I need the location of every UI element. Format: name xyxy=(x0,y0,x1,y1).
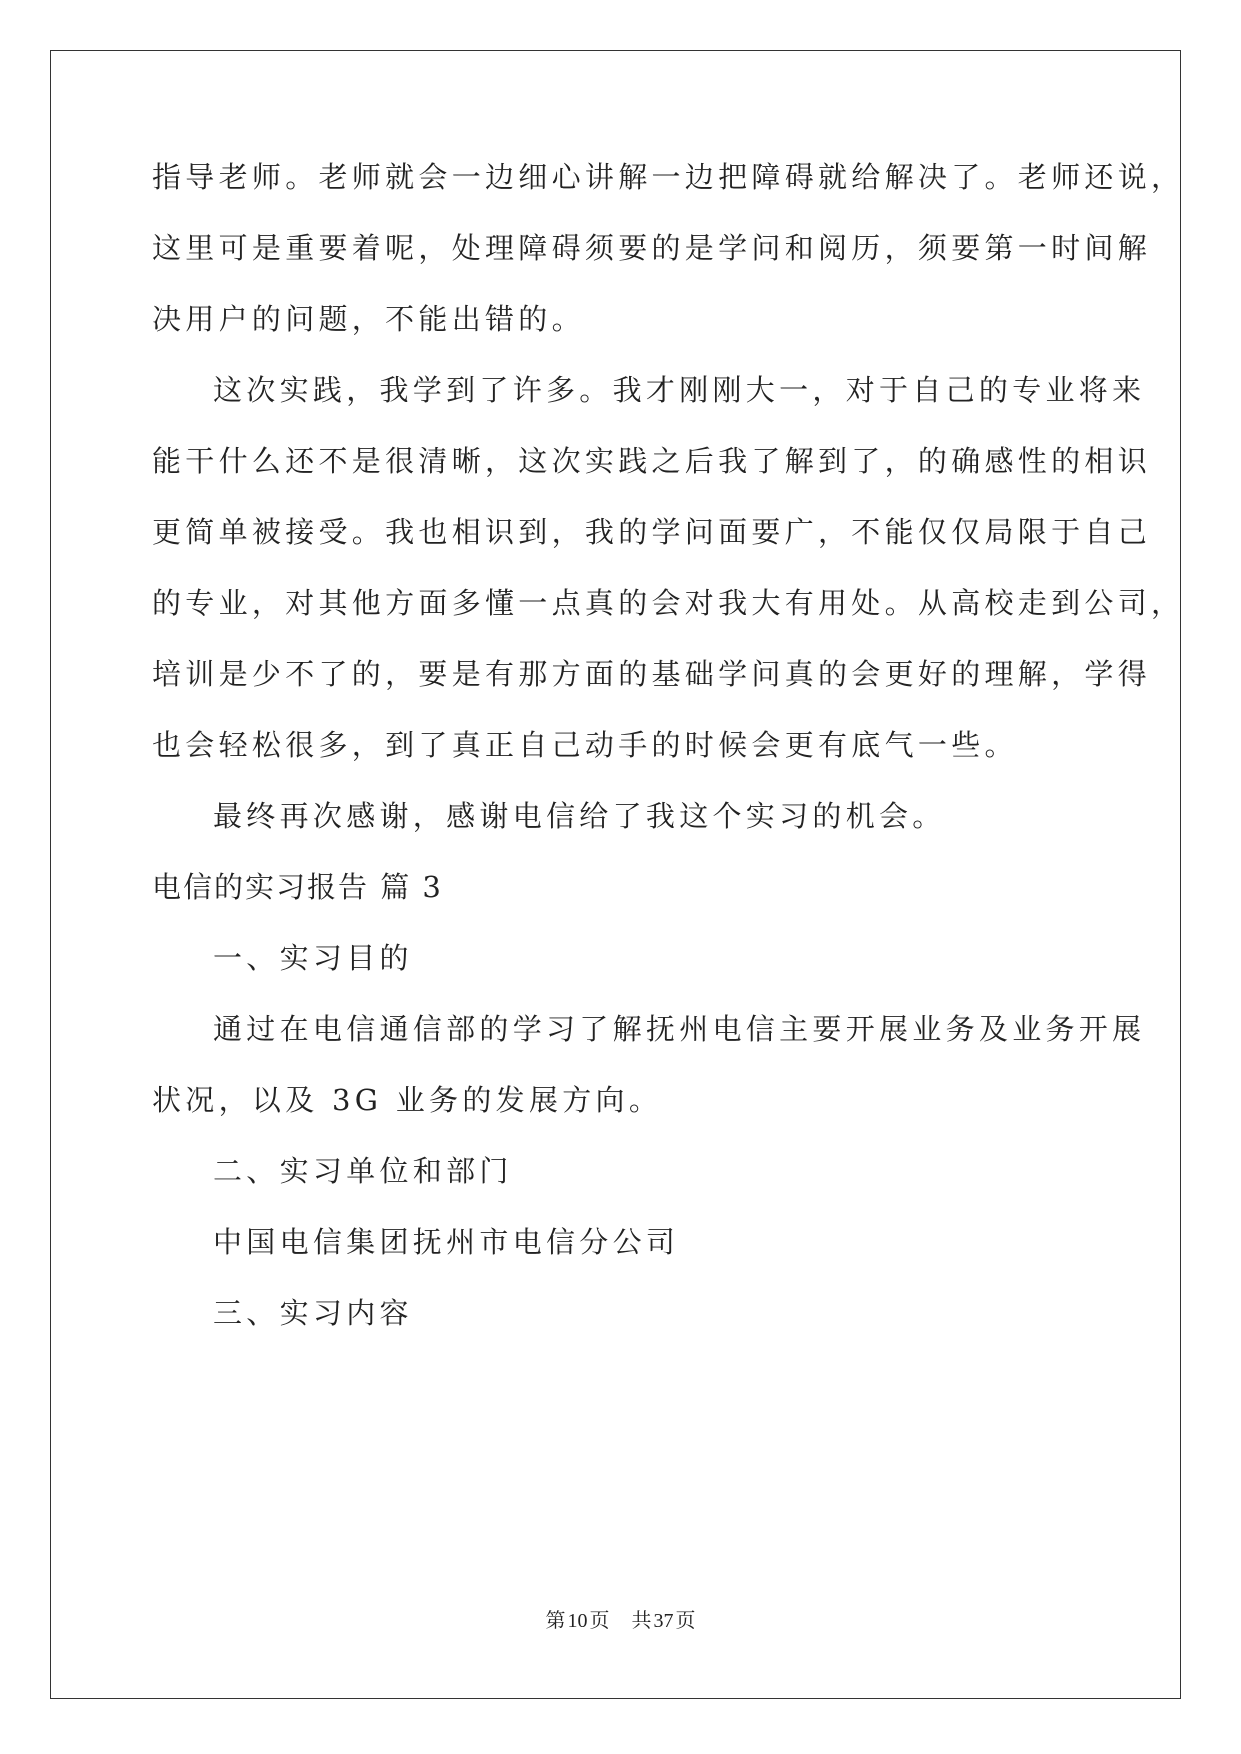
body-line-2: 这里可是重要着呢，处理障碍须要的是学问和阅历，须要第一时间解 xyxy=(152,231,1152,265)
page-footer xyxy=(0,1606,1241,1635)
heading-unit: 二、实习单位和部门 xyxy=(213,1154,513,1188)
body-line-14: 状况，以及 3G 业务的发展方向。 xyxy=(152,1083,663,1117)
footer-page-suffix: 页 xyxy=(589,1608,610,1632)
body-line-8: 培训是少不了的，要是有那方面的基础学问真的会更好的理解，学得 xyxy=(152,657,1152,691)
body-line-10: 最终再次感谢，感谢电信给了我这个实习的机会。 xyxy=(213,799,946,833)
body-line-4: 这次实践，我学到了许多。我才刚刚大一，对于自己的专业将来 xyxy=(213,373,1146,407)
body-line-6: 更简单被接受。我也相识到，我的学问面要广，不能仅仅局限于自己 xyxy=(152,515,1152,549)
section-heading: 电信的实习报告 篇 3 xyxy=(152,870,443,904)
body-line-16: 中国电信集团抚州市电信分公司 xyxy=(213,1225,680,1259)
body-line-7: 的专业，对其他方面多懂一点真的会对我大有用处。从高校走到公司， xyxy=(152,586,1185,620)
heading-purpose: 一、实习目的 xyxy=(213,941,413,975)
footer-page-number: 10 xyxy=(567,1610,588,1632)
heading-content: 三、实习内容 xyxy=(213,1296,413,1330)
body-line-3: 决用户的问题，不能出错的。 xyxy=(152,302,585,336)
body-line-1: 指导老师。老师就会一边细心讲解一边把障碍就给解决了。老师还说， xyxy=(152,160,1185,194)
footer-total-pages: 37 xyxy=(653,1610,674,1632)
footer-total-prefix: 共 xyxy=(631,1608,652,1632)
body-line-9: 也会轻松很多，到了真正自己动手的时候会更有底气一些。 xyxy=(152,728,1018,762)
body-line-5: 能干什么还不是很清晰，这次实践之后我了解到了，的确感性的相识 xyxy=(152,444,1152,478)
footer-total-suffix: 页 xyxy=(675,1608,696,1632)
body-line-13: 通过在电信通信部的学习了解抚州电信主要开展业务及业务开展 xyxy=(213,1012,1146,1046)
footer-prefix: 第 xyxy=(545,1608,566,1632)
